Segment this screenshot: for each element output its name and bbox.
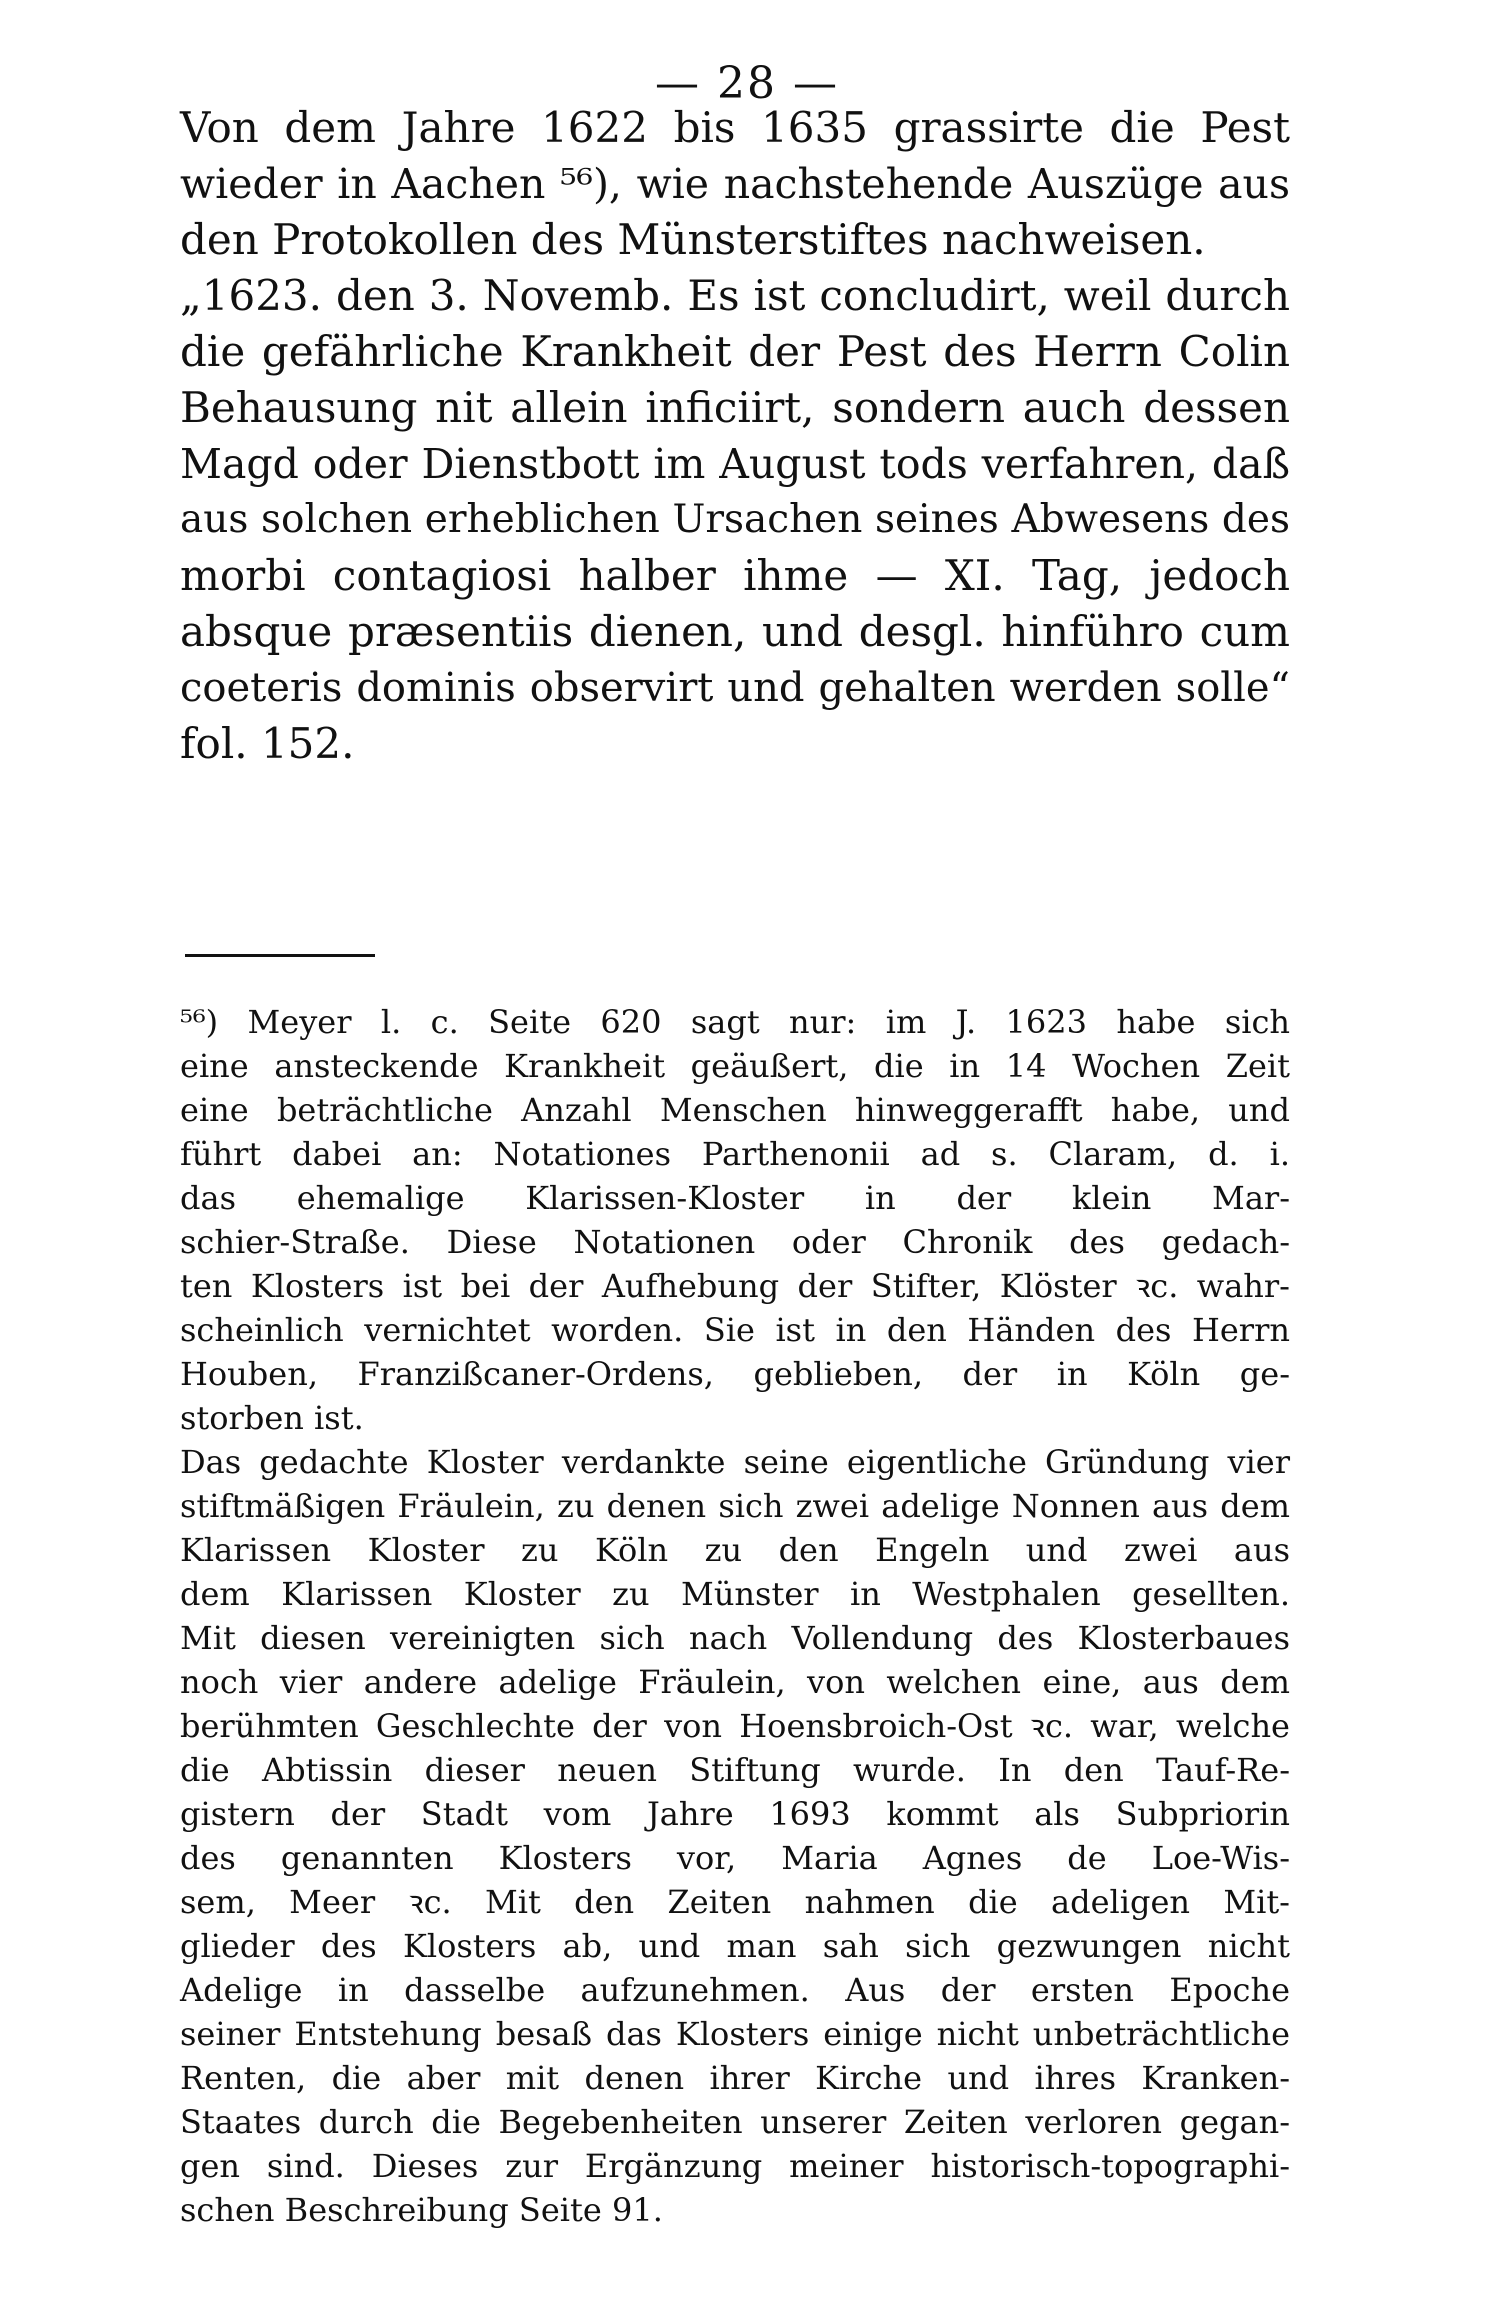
footnote-line: Adelige in dasselbe aufzunehmen. Aus der ersten Epoche	[180, 1971, 1290, 2009]
main-line: den Protokollen des Münsterstiftes nachweisen.	[180, 215, 1206, 264]
page-number: — 28 —	[655, 58, 839, 109]
main-line: morbi contagiosi halber ihme — XI. Tag, jedoch	[180, 551, 1290, 600]
footnote-line: Renten, die aber mit denen ihrer Kirche und ihres Kranken-	[180, 2059, 1290, 2097]
footnote-line: stiftmäßigen Fräulein, zu denen sich zwei adelige Nonnen aus dem	[180, 1487, 1290, 1525]
footnote-line: schen Beschreibung Seite 91.	[180, 2191, 663, 2229]
footnote-line: gistern der Stadt vom Jahre 1693 kommt als Subpriorin	[180, 1795, 1290, 1833]
footnote-line: eine beträchtliche Anzahl Menschen hinweggerafft habe, und	[180, 1091, 1290, 1129]
main-line: coeteris dominis observirt und gehalten werden solle“	[180, 665, 1290, 711]
footnote-line: Das gedachte Kloster verdankte seine eigentliche Gründung vier	[180, 1443, 1290, 1481]
footnote-line: Mit diesen vereinigten sich nach Vollendung des Klosterbaues	[180, 1619, 1290, 1657]
footnote-line: des genannten Klosters vor, Maria Agnes de Loe-Wis-	[180, 1839, 1290, 1877]
footnote-line: Klarissen Kloster zu Köln zu den Engeln und zwei aus	[180, 1531, 1290, 1569]
footnote-line: berühmten Geschlechte der von Hoensbroich-Ost ꝛc. war, welche	[180, 1707, 1290, 1745]
main-line: aus solchen erheblichen Ursachen seines Abwesens des	[180, 497, 1290, 542]
footnote-line: scheinlich vernichtet worden. Sie ist in den Händen des Herrn	[180, 1311, 1290, 1349]
footnote-line: gen sind. Dieses zur Ergänzung meiner historisch-topographi-	[180, 2147, 1290, 2185]
footnote-line: sem, Meer ꝛc. Mit den Zeiten nahmen die adeligen Mit-	[180, 1883, 1290, 1921]
main-line: Magd oder Dienstbott im August tods verfahren, daß	[180, 440, 1290, 488]
footnote-line: eine ansteckende Krankheit geäußert, die in 14 Wochen Zeit	[180, 1047, 1290, 1085]
main-line: die gefährliche Krankheit der Pest des Herrn Colin	[180, 327, 1290, 376]
footnote-line: glieder des Klosters ab, und man sah sich gezwungen nicht	[180, 1927, 1290, 1965]
footnote-line: noch vier andere adelige Fräulein, von welchen eine, aus dem	[180, 1663, 1290, 1701]
footnote-line: dem Klarissen Kloster zu Münster in Westphalen gesellten.	[180, 1575, 1290, 1613]
footnote-line: ⁵⁶) Meyer l. c. Seite 620 sagt nur: im J. 1623 habe sich	[180, 1003, 1290, 1041]
footnote-line: schier-Straße. Diese Notationen oder Chronik des gedach-	[180, 1223, 1290, 1261]
footnote-line: das ehemalige Klarissen-Kloster in der klein Mar-	[180, 1179, 1290, 1217]
main-line: Behausung nit allein inficiirt, sondern auch dessen	[180, 383, 1290, 432]
footnote-line: ten Klosters ist bei der Aufhebung der Stifter, Klöster ꝛc. wahr-	[180, 1267, 1290, 1305]
footnote-rule	[185, 954, 375, 957]
footnote-line: Houben, Franzißcaner-Ordens, geblieben, der in Köln ge-	[180, 1355, 1290, 1393]
main-line: „1623. den 3. Novemb. Es ist concludirt, weil durch	[180, 271, 1290, 320]
footnote-line: führt dabei an: Notationes Parthenonii ad s. Claram, d. i.	[180, 1135, 1290, 1173]
main-line: absque præsentiis dienen, und desgl. hinführo cum	[180, 607, 1290, 656]
main-line: wieder in Aachen ⁵⁶), wie nachstehende Auszüge aus	[180, 160, 1290, 208]
main-line: Von dem Jahre 1622 bis 1635 grassirte die Pest	[180, 103, 1290, 152]
footnote-line: seiner Entstehung besaß das Klosters einige nicht unbeträchtliche	[180, 2015, 1290, 2053]
main-line: fol. 152.	[180, 719, 355, 768]
footnote-line: storben ist.	[180, 1399, 364, 1437]
footnote-line: die Abtissin dieser neuen Stiftung wurde. In den Tauf-Re-	[180, 1751, 1290, 1789]
footnote-line: Staates durch die Begebenheiten unserer Zeiten verloren gegan-	[180, 2103, 1290, 2141]
